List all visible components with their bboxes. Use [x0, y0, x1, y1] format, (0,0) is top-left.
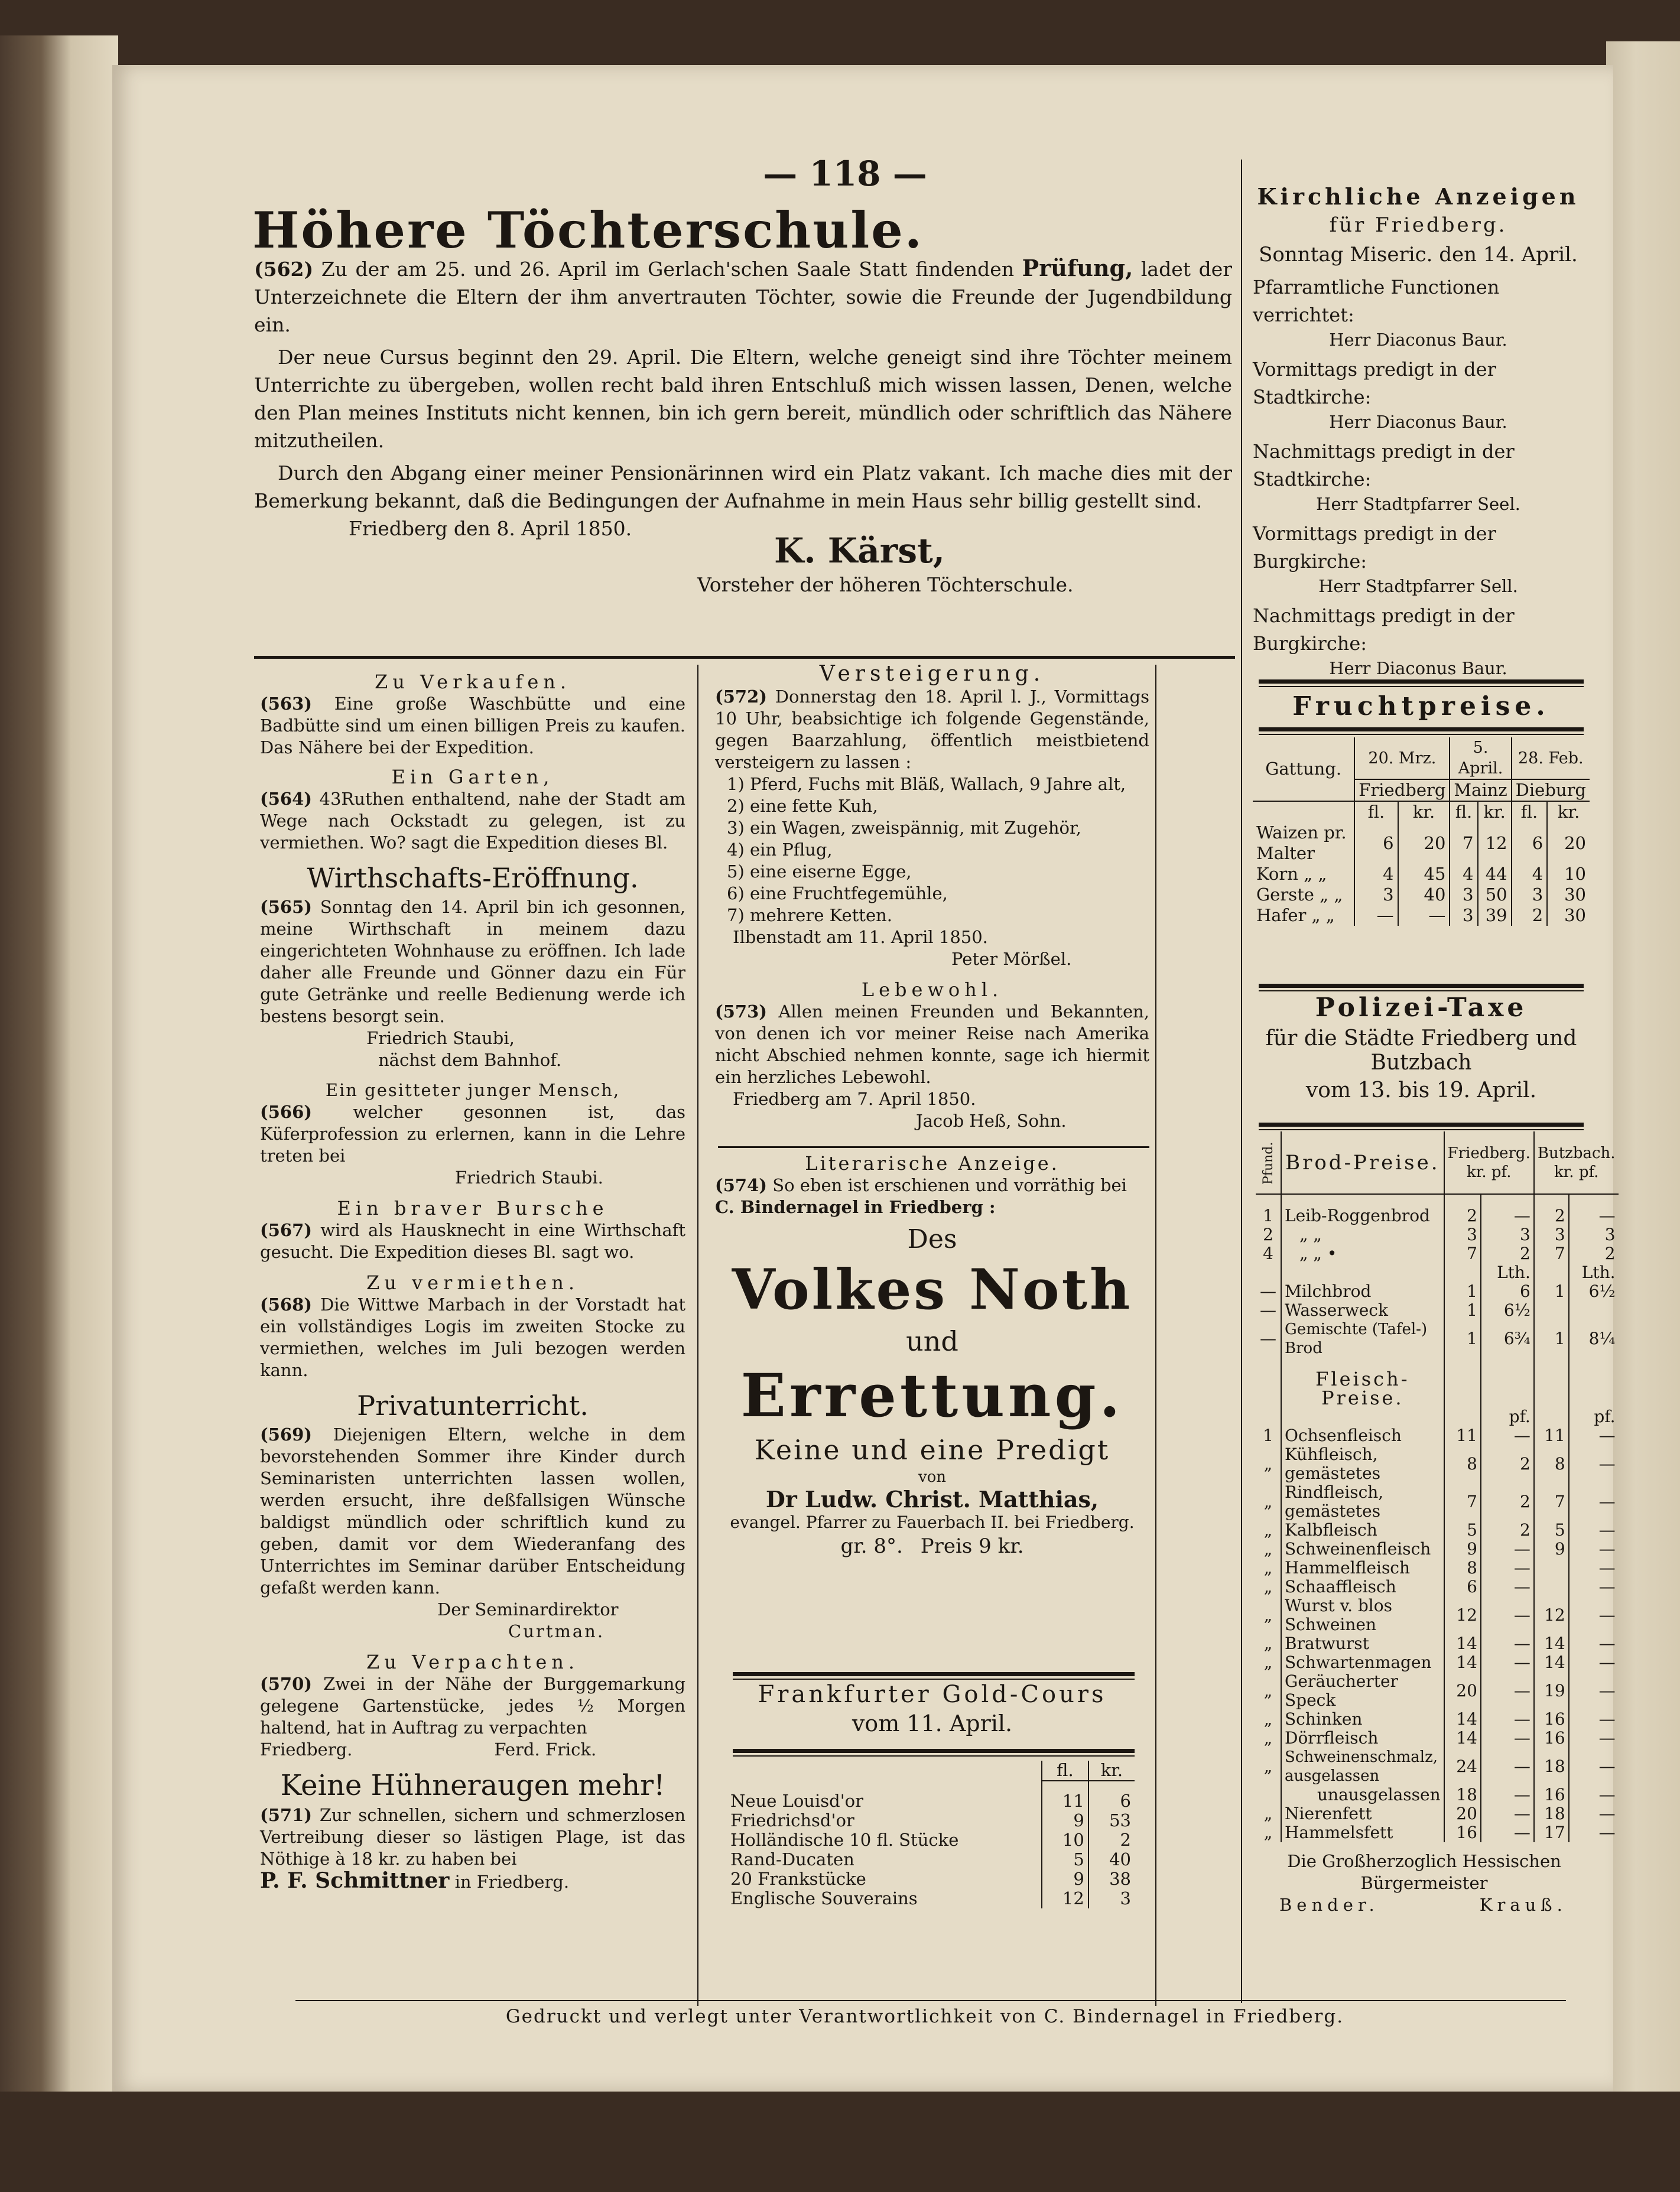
table-row: „ Kalbfleisch 5 2 5 —: [1256, 1521, 1619, 1540]
church-item: Nachmittags predigt in der Burgkirche: Herr Diaconus Baur.: [1253, 604, 1515, 678]
newspaper-page: [112, 65, 1616, 2092]
bread-header-row: Pfund. Brod-Preise. Friedberg. kr. pf. Butzbach. kr. pf.: [1256, 1131, 1619, 1194]
fruit-date-row: Gattung. 20. Mrz. 5. April. 28. Feb.: [1253, 737, 1590, 779]
bread-table: Pfund. Brod-Preise. Friedberg. kr. pf. Butzbach. kr. pf. 1 Leib-Roggenbrod 2 — 2 — 2 „ „ 3 3 3 3 4 „ „ • 7 2 7 2 Lth. Lth. — Milchbrod 1 6 1 6½ — Wasserweck 1 6½ — Gemischte (Tafel-) Brod 1 6¾ 1 8¼ Fleisch-Preise. pf. pf. 1 Ochsenfleisch 11 — 11 — „ Kühfleisch, gemästetes 8 2 8 — „ Rindfleisch, gemästetes 7 2 7 — „ Kalbfleisch 5 2 5 — „ Schweinenfleisch 9 — 9 — „ Hammelfleisch 8 — — „ Schaaffleisch 6 — — „ Wurst v. blos Schweinen 12 — 12 — „ Bratwurst 14 — 14 — „ Schwartenmagen 14 — 14 — „ Geräucherter Speck 20 — 19 — „ Schinken 14 — 16 — „ Dörrfleisch 14 — 16 — „ Schweinenschmalz, ausgelassen 24 — 18 — unausgelassen 18 — 16 — „ Nierenfett 20 — 18 — „ Hammelsfett 16 — 17 —: [1256, 1131, 1619, 1842]
meat-header-row: [1256, 1370, 1619, 1407]
table-row: 1 Leib-Roggenbrod 2 — 2 —: [1256, 1206, 1619, 1225]
church-item: Pfarramtliche Functionen verrichtet: Herr Diaconus Baur.: [1253, 276, 1507, 350]
rule-gold: [733, 1672, 1135, 1680]
book-author: Dr Ludw. Christ. Matthias,: [765, 1486, 1099, 1513]
table-row: 4 „ „ • 7 2 7 2: [1256, 1244, 1619, 1263]
ad-572-item-list: [715, 773, 1149, 926]
church-subtitle: für Friedberg.: [1329, 213, 1507, 237]
school-role: Vorsteher der höheren Töchterschule.: [697, 573, 1074, 596]
ad-564-heading: Ein Garten,: [391, 766, 554, 788]
table-row: — Milchbrod 1 6 1 6½: [1256, 1282, 1619, 1301]
ad-572-item: 4) ein Pflug,: [727, 840, 833, 860]
column-1: [260, 671, 685, 1893]
ad-572-signature: Peter Mörßel.: [951, 949, 1072, 969]
bread-meat-prices: [1256, 1131, 1616, 1916]
table-row: 1 Ochsenfleisch 11 — 11 —: [1256, 1426, 1619, 1445]
table-row: Holländische 10 fl. Stücke 10 2: [727, 1830, 1135, 1850]
table-row: „ Schweinenschmalz, ausgelassen 24 — 18 —: [1256, 1748, 1619, 1786]
ad-570-heading: Zu Verpachten.: [366, 1651, 580, 1673]
table-row: „ Schweinenfleisch 9 — 9 —: [1256, 1540, 1619, 1559]
ad-565-location: nächst dem Bahnhof.: [378, 1050, 562, 1070]
table-row: Rand-Ducaten 5 40: [727, 1850, 1135, 1869]
ad-573-signature: Jacob Heß, Sohn.: [916, 1111, 1067, 1131]
book-von: von: [918, 1468, 947, 1486]
ad-563: (563) Eine große Waschbütte und eine Badbütte sind um einen billigen Preis zu kaufen. Das Nähere bei der Expedition.: [260, 694, 686, 757]
ad-572-date: Ilbenstadt am 11. April 1850.: [733, 927, 988, 947]
church-title: Kirchliche Anzeigen: [1257, 183, 1580, 210]
school-title: Höhere Töchterschule.: [252, 201, 924, 259]
rule-gold-table: [733, 1749, 1135, 1757]
mayors-names: Bender. Krauß.: [1279, 1895, 1567, 1915]
ad-565-heading: Wirthschafts-Eröffnung.: [307, 862, 639, 894]
table-row: „ Schwartenmagen 14 — 14 —: [1256, 1653, 1619, 1672]
book-title-line-1: Volkes Noth: [732, 1257, 1133, 1322]
church-item: Nachmittags predigt in der Stadtkirche: Herr Stadtpfarrer Seel.: [1253, 440, 1520, 514]
mayors-title: Die Großherzoglich Hessischen Bürgermeister: [1287, 1851, 1561, 1893]
ad-574-heading: Literarische Anzeige.: [805, 1152, 1060, 1175]
rule-school: [254, 656, 1235, 659]
bread-col-friedberg: Friedberg.: [1447, 1144, 1530, 1162]
ad-571-footer: P. F. Schmittner in Friedberg.: [260, 1868, 570, 1893]
table-row: Hafer „ „ — — 3 39 2 30: [1253, 905, 1590, 926]
meat-title: Fleisch-Preise.: [1281, 1370, 1444, 1407]
literary-ad: [715, 1152, 1149, 1558]
ad-566: (566) welcher gesonnen ist, das Küferprofession zu erlernen, kann in die Lehre treten bei: [260, 1102, 686, 1166]
table-row: „ Nierenfett 20 — 18 —: [1256, 1804, 1619, 1823]
meat-header-row: [1256, 1358, 1619, 1370]
book-author-description: evangel. Pfarrer zu Fauerbach II. bei Friedberg.: [730, 1513, 1135, 1532]
ad-569: (569) Diejenigen Eltern, welche in dem bevorstehenden Sommer ihre Kinder durch Seminaristen unterrichten lassen wollen, werden ersucht, ihre deßfallsigen Wünsche baldigst mündlich oder schriftlich kund zu geben, damit vor dem Wiederanfang des Unterrichtes im Seminar darüber Entscheidung gefaßt werden kann.: [260, 1425, 685, 1598]
table-row: „ Rindfleisch, gemästetes 7 2 7 —: [1256, 1483, 1619, 1521]
church-notices: [1253, 183, 1584, 679]
ad-569-signature: Curtman.: [508, 1621, 605, 1641]
ad-567-heading: Ein braver Bursche: [337, 1197, 609, 1219]
gold-col-fl: fl.: [1042, 1761, 1088, 1781]
rule-footer: [295, 2000, 1566, 2001]
table-row: Friedrichsd'or 9 53: [727, 1811, 1135, 1830]
table-row: Englische Souverains 12 3: [727, 1889, 1135, 1908]
gold-date: vom 11. April.: [852, 1710, 1013, 1736]
fruit-title: Fruchtpreise.: [1292, 691, 1550, 721]
ad-572: (572) Donnerstag den 18. April l. J., Vormittags 10 Uhr, beabsichtige ich folgende Gegenstände, gegen Baarzahlung, öffentlich meistbietend versteigern zu lassen :: [715, 687, 1149, 772]
police-date: vom 13. bis 19. April.: [1305, 1078, 1537, 1102]
table-row: unausgelassen 18 — 16 —: [1256, 1786, 1619, 1804]
table-row: 20 Frankstücke 9 38: [727, 1869, 1135, 1889]
table-row: Korn „ „ 4 45 4 44 4 10: [1253, 864, 1590, 884]
table-row: „ Schaaffleisch 6 — —: [1256, 1578, 1619, 1596]
ad-565-signature: Friedrich Staubi,: [366, 1028, 515, 1048]
ad-573: (573) Allen meinen Freunden und Bekannten, von denen ich vor meiner Reise nach Amerika nicht Abschied nehmen konnte, sage ich hiermit ein herzliches Lebewohl.: [715, 1001, 1149, 1087]
ad-567: (567) wird als Hausknecht in eine Wirthschaft gesucht. Die Expedition dieses Bl. sagt wo.: [260, 1220, 685, 1262]
fruit-place-row: Friedberg Mainz Dieburg: [1253, 779, 1590, 801]
page-number: — 118 —: [763, 154, 927, 194]
column-divider-3: [1241, 160, 1242, 2003]
church-item: Vormittags predigt in der Burgkirche: Herr Stadtpfarrer Sell.: [1253, 522, 1518, 596]
imprint: Gedruckt und verlegt unter Verantwortlichkeit von C. Bindernagel in Friedberg.: [505, 2006, 1344, 2027]
school-signature: K. Kärst,: [774, 531, 945, 571]
ad-569-heading: Privatunterricht.: [357, 1390, 589, 1422]
ad-573-date: Friedberg am 7. April 1850.: [733, 1089, 976, 1109]
ad-563-heading: Zu Verkaufen.: [374, 671, 571, 693]
ad-571-heading: Keine Hühneraugen mehr!: [280, 1769, 665, 1802]
school-para-1: (562) Zu der am 25. und 26. April im Gerlach'schen Saale Statt findenden Prüfung, ladet der Unterzeichnete die Eltern der ihm anvertrauten Töchter, sowie die Freunde der Jugendbildung ein.: [254, 255, 1233, 336]
table-row: „ Kühfleisch, gemästetes 8 2 8 —: [1256, 1445, 1619, 1483]
school-para-2: Der neue Cursus beginnt den 29. April. Die Eltern, welche geneigt sind ihre Töchter meinem Unterrichte zu übergeben, wollen recht bald ihren Entschluß mich wissen lassen, Denen, welche den Plan meines Instituts nicht kennen, bin ich gern bereit, mündlich oder schriftlich das Nähere mitzutheilen.: [254, 346, 1232, 452]
ad-565: (565) Sonntag den 14. April bin ich gesonnen, meine Wirthschaft in meinem dazu eingerichteten Wohnhause zu eröffnen. Ich lade daher alle Freunde und Gönner dazu ein Für gute Getränke und reelle Bedienung werde ich bestens besorgt sein.: [260, 897, 685, 1026]
table-row: — Gemischte (Tafel-) Brod 1 6¾ 1 8¼: [1256, 1320, 1619, 1358]
bread-lth-row: Lth. Lth.: [1256, 1263, 1619, 1282]
police-tax: [1253, 993, 1590, 1102]
gold-table-wrap: [727, 1761, 1140, 1908]
ad-568-heading: Zu vermiethen.: [366, 1271, 580, 1294]
school-date: Friedberg den 8. April 1850.: [349, 517, 632, 540]
book-edge-left: [0, 35, 118, 2092]
column-2: [715, 662, 1149, 1132]
table-row: „ Hammelfleisch 8 — —: [1256, 1559, 1619, 1578]
bread-pfund-header: Pfund.: [1261, 1141, 1276, 1185]
fruit-gattung-header: Gattung.: [1265, 759, 1342, 779]
table-row: — Wasserweck 1 6½: [1256, 1301, 1619, 1320]
gold-title: Frankfurter Gold-Cours: [758, 1681, 1107, 1708]
book-des: Des: [907, 1224, 957, 1254]
table-row: Neue Louisd'or 11 6: [727, 1791, 1135, 1811]
fruit-table: [1253, 737, 1590, 926]
ad-572-item: 2) eine fette Kuh,: [727, 796, 878, 816]
ad-569-signature-title: Der Seminardirektor: [437, 1599, 619, 1619]
column-divider-1: [697, 665, 698, 2006]
rule-fruit-table: [1259, 727, 1584, 735]
table-row: Waizen pr. Malter 6 20 7 12 6 20: [1253, 822, 1590, 864]
table-row: Gerste „ „ 3 40 3 50 3 30: [1253, 884, 1590, 905]
ad-574: (574) So eben ist erschienen und vorräthig bei C. Bindernagel in Friedberg :: [715, 1175, 1127, 1217]
book-subtitle: Keine und eine Predigt: [754, 1434, 1110, 1466]
book-und: und: [906, 1325, 958, 1357]
table-row: „ Wurst v. blos Schweinen 12 — 12 —: [1256, 1596, 1619, 1634]
table-row: „ Hammelsfett 16 — 17 —: [1256, 1823, 1619, 1842]
rule-literary: [718, 1146, 1149, 1148]
fruit-unit-row: fl. kr. fl. kr. fl. kr.: [1253, 801, 1590, 822]
ad-566-heading: Ein gesitteter junger Mensch,: [325, 1080, 620, 1100]
police-subtitle: für die Städte Friedberg und Butzbach: [1265, 1026, 1577, 1075]
school-notice: [254, 254, 1232, 599]
gold-table: [727, 1761, 1135, 1908]
ad-566-signature: Friedrich Staubi.: [455, 1167, 603, 1188]
church-date: Sonntag Miseric. den 14. April.: [1259, 243, 1578, 266]
church-item: Vormittags predigt in der Stadtkirche: Herr Diaconus Baur.: [1253, 358, 1507, 432]
bread-col-butzbach: Butzbach.: [1537, 1144, 1616, 1162]
rule-police: [1259, 984, 1584, 991]
ad-568: (568) Die Wittwe Marbach in der Vorstadt hat ein vollständiges Logis im zweiten Stocke zu vermiethen, welches im Juli bezogen werden kann.: [260, 1295, 686, 1380]
ad-570-footer: Friedberg. Ferd. Frick.: [260, 1739, 597, 1760]
ad-572-item: 1) Pferd, Fuchs mit Bläß, Wallach, 9 Jahre alt,: [727, 774, 1126, 794]
table-row: 2 „ „ 3 3 3 3: [1256, 1225, 1619, 1244]
ad-570: (570) Zwei in der Nähe der Burggemarkung gelegene Gartenstücke, jedes ½ Morgen haltend, hat in Auftrag zu verpachten: [260, 1674, 686, 1738]
ad-571: (571) Zur schnellen, sichern und schmerzlosen Vertreibung dieser so lästigen Plage, ist das Nöthige à 18 kr. zu haben bei: [260, 1805, 686, 1869]
book-format-price: gr. 8°. Preis 9 kr.: [840, 1534, 1024, 1558]
table-row: „ Dörrfleisch 14 — 16 —: [1256, 1729, 1619, 1748]
ad-572-item: 6) eine Fruchtfegemühle,: [727, 883, 948, 903]
rule-fruit: [1259, 679, 1584, 687]
table-row: „ Geräucherter Speck 20 — 19 —: [1256, 1672, 1619, 1710]
table-row: „ Schinken 14 — 16 —: [1256, 1710, 1619, 1729]
fruit-prices: [1253, 691, 1590, 926]
gold-col-kr: kr.: [1088, 1761, 1135, 1781]
ad-572-item: 3) ein Wagen, zweispännig, mit Zugehör,: [727, 818, 1081, 838]
ad-572-item: 7) mehrere Ketten.: [727, 905, 893, 925]
ad-573-heading: Lebewohl.: [861, 978, 1003, 1001]
bread-title: Brod-Preise.: [1281, 1131, 1444, 1194]
book-title-line-2: Errettung.: [740, 1361, 1124, 1430]
gold-header-row: [727, 1761, 1135, 1781]
gold-course: [715, 1681, 1149, 1736]
ad-572-item: 5) eine eiserne Egge,: [727, 861, 912, 882]
ad-572-heading: Versteigerung.: [819, 662, 1045, 686]
ad-564: (564) 43Ruthen enthaltend, nahe der Stadt am Wege nach Ockstadt zu gelegen, ist zu vermiethen. Wo? sagt die Expedition dieses Bl.: [260, 789, 686, 853]
column-divider-2: [1155, 665, 1156, 2006]
school-para-3: Durch den Abgang einer meiner Pensionärinnen wird ein Platz vakant. Ich mache dies mit der Bemerkung bekannt, daß die Bedingungen der Aufnahme in mein Haus sehr billig gestellt sind.: [254, 461, 1232, 512]
rule-bread: [1259, 1123, 1584, 1130]
table-row: „ Bratwurst 14 — 14 —: [1256, 1634, 1619, 1653]
police-title: Polizei-Taxe: [1315, 993, 1528, 1023]
